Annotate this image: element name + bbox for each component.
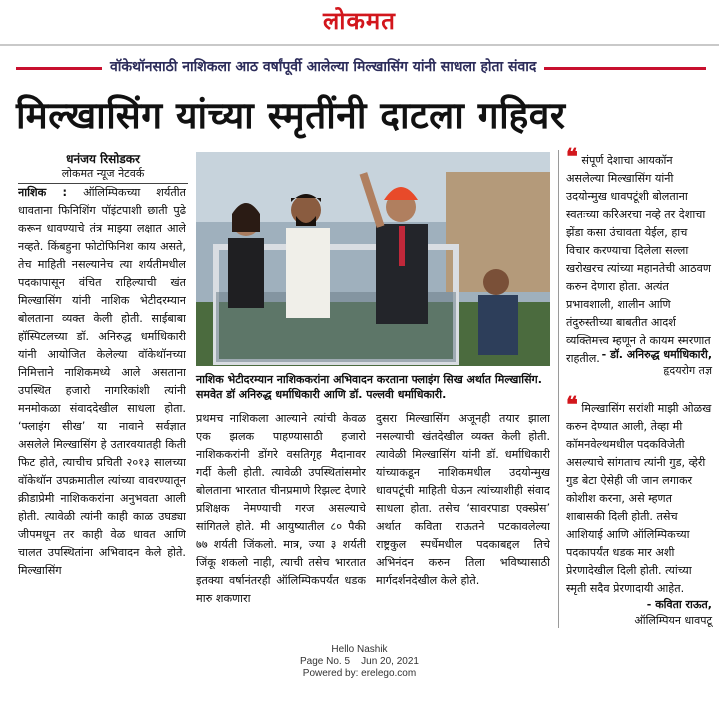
footer-edition: Hello Nashik [331,644,388,655]
quote-1-author: - डॉ. अनिरुद्ध धर्माधिकारी, [601,348,712,361]
column-divider [558,150,559,628]
quote-mark-icon: ❝ [566,144,578,170]
photo-caption: नाशिक भेटीदरम्यान नाशिककरांना अभिवादन करताना फ्लाइंग सिख अर्थात मिल्खासिंग. समवेत डॉ अनिरुद्ध धर्माधिकारी आणि डॉ. पल्लवी धर्माधिकारी. [196,373,542,401]
quote-2-text: मिल्खासिंग सरांशी माझी ओळख करुन देण्यात आली, तेव्हा मी कॉमनवेल्थमधील पदकविजेती असल्याचे सांगताच त्यांनी गुड, व्हेरी गुड बेटा ऐसेही जी जान लगाकर कोशीश करना, असे म्हणत शाबासकी दिली होती. तसेच आशियाई आणि ऑलिम्पिकच्या पदकापर्यंत धडक मार अशी प्रेरणादेखील दिली होती. त्यांच्या स्मृती सदैव प्रेरणादायी आहेत. [566,402,712,595]
quote-1-text: संपूर्ण देशाचा आयकॉन असलेल्या मिल्खासिंग यांनी उदयोन्मुख धावपटूंशी बोलताना स्वतःच्या करिअरचा नव्हे तर देशाचा झेंडा कसा उंचावता येईल, हाच विचार करण्याचा दिलेला सल्ला खरोखरच त्यांच्या महानतेची आठवण करुन देणारा होता. अत्यंत प्रभावशाली, शालीन आणि तंदुरुस्तीच्या बाबतीत आदर्श व्यक्तिमत्त्व म्हणून ते कायम स्मरणात राहतील. [566,154,711,365]
dateline: नाशिक : [18,186,68,199]
masthead [0,0,719,46]
byline-author: धनंजय रिसोडकर [66,152,140,166]
article-text-1: ऑलिम्पिकच्या शर्यतीत धावताना फिनिशिंग पॉइंटपाशी छाती पुढे करून धावण्याचे तंत्र माझ्या लक्षात आले नव्हते. किंबहुना फोटोफिनिश काय असते, तेच माहिती नसल्यानेच त्या शर्यतीमधील पदकापासून वंचित राहिल्याची खंत मिल्खासिंग यांनी नाशिक भेटीदरम्यान बोलताना व्यक्त केली होती. साईबाबा हॉस्पिटलच्या डॉ. अनिरुद्ध धर्माधिकारी यांनी आयोजित केलेल्या वॉकेथॉनच्या निमित्ताने नाशिकमध्ये आले असताना उपस्थित हजारो नागरिकांशी त्यांनी मनमोकळा संवाददेखील साधला होता. ‘फ्लाइंग सीख’ या नावाने सर्वज्ञात असलेले मिल्खासिंग हे उतारवयातही किती फिट होते, त्याचीच प्रचिती २०१३ सालच्या वॉकेथॉन उपक्रमातील त्यांच्या वावरण्यातून क्रीडाप्रेमी नाशिककरांना अनुभवता आली होती. त्यावेळी त्यांनी काही काळ उघड्या जीपमधून तर काही वेळ धावत आणि चालत उपस्थितांना अभिवादन केले होते. मिल्खासिंग [18,186,186,577]
byline-agency: लोकमत न्यूज नेटवर्क [18,166,188,184]
photo-illustration [196,152,550,366]
footer-powered-by[interactable]: Powered by: erelego.com [302,668,417,679]
quote-2-role: ऑलिम्पियन धावपटू [634,614,712,627]
kicker [16,57,706,83]
footer-page-date: Page No. 5 Jun 20, 2021 [300,656,419,667]
article-column-2: प्रथमच नाशिकला आल्याने त्यांची केवळ एक झलक पाहण्यासाठी हजारो नाशिककरांनी डोंगरे वसतिगृह मैदानावर गर्दी केली होती. त्यावेळी उपस्थितांसमोर बोलताना भारतात चीनप्रमाणे रिझल्ट देणारे प्रशिक्षक नेमण्याची गरज असल्याचे सांगितले होते. मी आयुष्यातील ८० पैकी ७७ शर्यती जिंकलो. मात्र, ज्या ३ शर्यती जिंकू शकलो नाही, त्याची तसेच भारतात इतक्या वर्षानंतरही ऑलिम्पिकपर्यंत धडक मारु शकणारा [196,412,366,605]
quote-2 [566,392,712,598]
quote-1 [566,144,712,368]
article-column-1 [18,184,186,624]
quote-1-role: हृदयरोग तज्ञ [663,364,712,377]
newspaper-logo: लोकमत [323,6,396,35]
headline: मिल्खासिंग यांच्या स्मृतींनी दाटला गहिवर [16,94,566,137]
quote-2-author: - कविता राऊत, [646,598,712,611]
news-photo [196,152,550,366]
kicker-text: वॉकेथॉनसाठी नाशिकला आठ वर्षांपूर्वी आलेल्या मिल्खासिंग यांनी साधला होता संवाद [102,57,544,76]
article-column-3: दुसरा मिल्खासिंग अजूनही तयार झाला नसल्याची खंतदेखील व्यक्त केली होती. त्यावेळी मिल्खासिंग यांनी डॉ. धर्माधिकारी यांच्याकडून नाशिकमधील उदयोन्मुख धावपटूंची माहिती घेऊन त्यांच्याशीही संवाद साधला होता. तसेच ‘सावरपाडा एक्स्प्रेस’ अर्थात कविता राऊतने पटकावलेल्या राष्ट्रकुल स्पर्धेमधील पदकाबद्दल तिचे अभिनंदन करुन तिला भविष्यासाठी मार्गदर्शनदेखील केले होते. [376,412,550,587]
masthead-rule [0,44,719,46]
quote-mark-icon: ❝ [566,392,578,418]
page-footer [0,644,719,680]
